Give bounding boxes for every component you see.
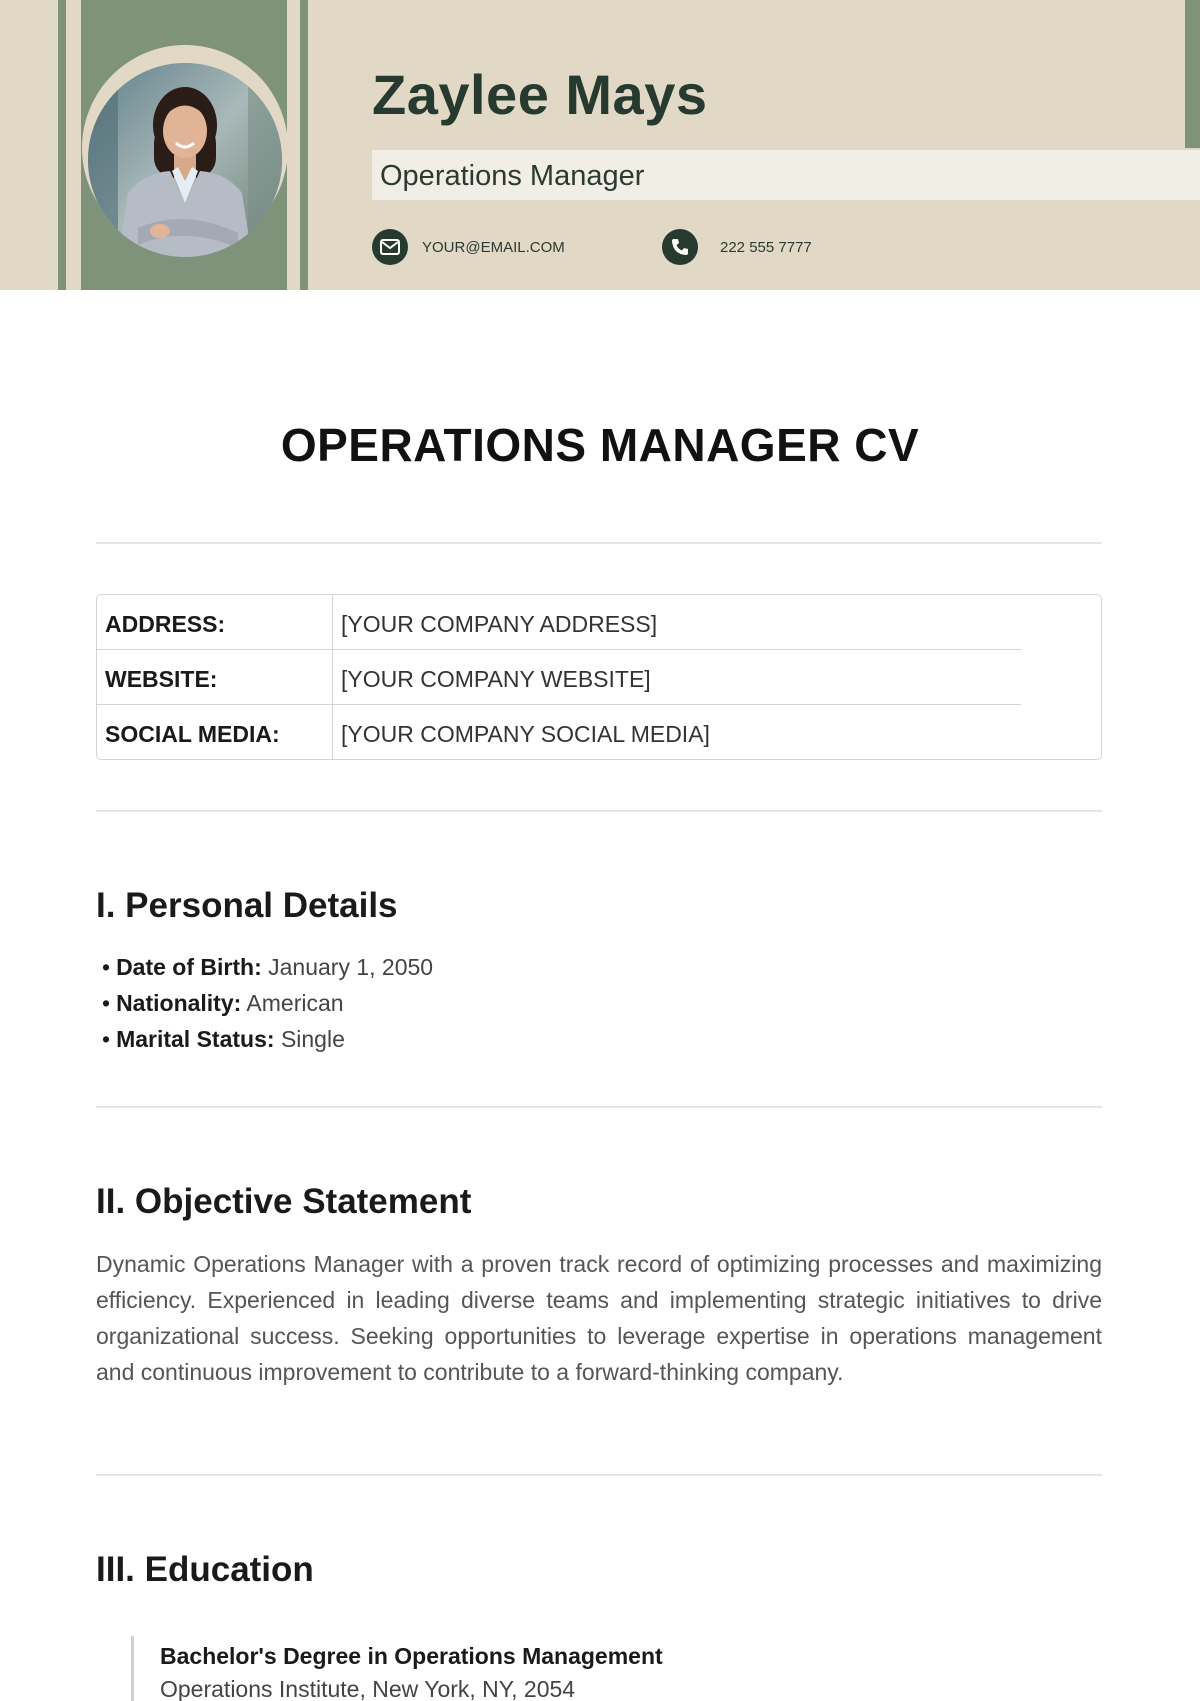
degree-title: Bachelor's Degree in Operations Management — [160, 1643, 663, 1669]
divider — [96, 542, 1102, 544]
avatar — [88, 63, 282, 257]
nationality-value: American — [246, 990, 344, 1016]
candidate-name: Zaylee Mays — [372, 63, 708, 126]
marital-status-value: Single — [280, 1026, 345, 1052]
phone-icon — [662, 229, 698, 265]
divider — [96, 810, 1102, 812]
objective-heading: II. Objective Statement — [96, 1182, 472, 1221]
marital-status-label: Marital Status: — [116, 1026, 275, 1052]
address-label: ADDRESS: — [105, 611, 226, 637]
personal-details-list — [102, 954, 1002, 1062]
table-row — [97, 595, 1101, 650]
document-title: OPERATIONS MANAGER CV — [280, 419, 920, 471]
divider — [96, 1106, 1102, 1108]
dob-value: January 1, 2050 — [268, 954, 434, 980]
list-item: • Date of Birth: January 1, 2050 — [102, 954, 434, 980]
personal-details-heading: I. Personal Details — [96, 886, 398, 925]
header-accent-bar — [1185, 0, 1200, 148]
header-stripe — [58, 0, 66, 290]
header-stripe — [300, 0, 308, 290]
institution-text: Operations Institute, New York, NY, 2054 — [160, 1676, 576, 1701]
divider — [96, 1474, 1102, 1476]
list-item: • Nationality: American — [102, 990, 344, 1016]
table-row — [97, 705, 1101, 759]
address-value: [YOUR COMPANY ADDRESS] — [341, 611, 658, 637]
email-text: YOUR@EMAIL.COM — [422, 238, 565, 256]
dob-label: Date of Birth: — [116, 954, 262, 980]
social-media-value: [YOUR COMPANY SOCIAL MEDIA] — [341, 721, 710, 747]
cv-header — [0, 0, 1200, 290]
table-row — [97, 650, 1101, 705]
website-label: WEBSITE: — [105, 666, 218, 692]
education-heading: III. Education — [96, 1550, 314, 1589]
phone-text: 222 555 7777 — [720, 238, 812, 256]
list-item: • Marital Status: Single — [102, 1026, 345, 1052]
company-info-table — [96, 594, 1102, 760]
website-value: [YOUR COMPANY WEBSITE] — [341, 666, 651, 692]
avatar-portrait-image — [88, 63, 282, 257]
contact-email — [372, 229, 565, 265]
nationality-label: Nationality: — [116, 990, 242, 1016]
envelope-icon — [372, 229, 408, 265]
objective-text: Dynamic Operations Manager with a proven track record of optimizing processes and maximizing efficiency. Experienced in leading diverse teams and implementing strategic initiatives to drive organizational success. Seeking opportunities to leverage expertise in operations management and continuous improvement to contribute to a forward-thinking company. — [96, 1251, 1102, 1385]
social-media-label: SOCIAL MEDIA: — [105, 721, 280, 747]
education-entry — [131, 1636, 1060, 1701]
role-bar — [372, 150, 1200, 200]
contact-phone — [662, 229, 812, 265]
candidate-role: Operations Manager — [380, 160, 645, 192]
